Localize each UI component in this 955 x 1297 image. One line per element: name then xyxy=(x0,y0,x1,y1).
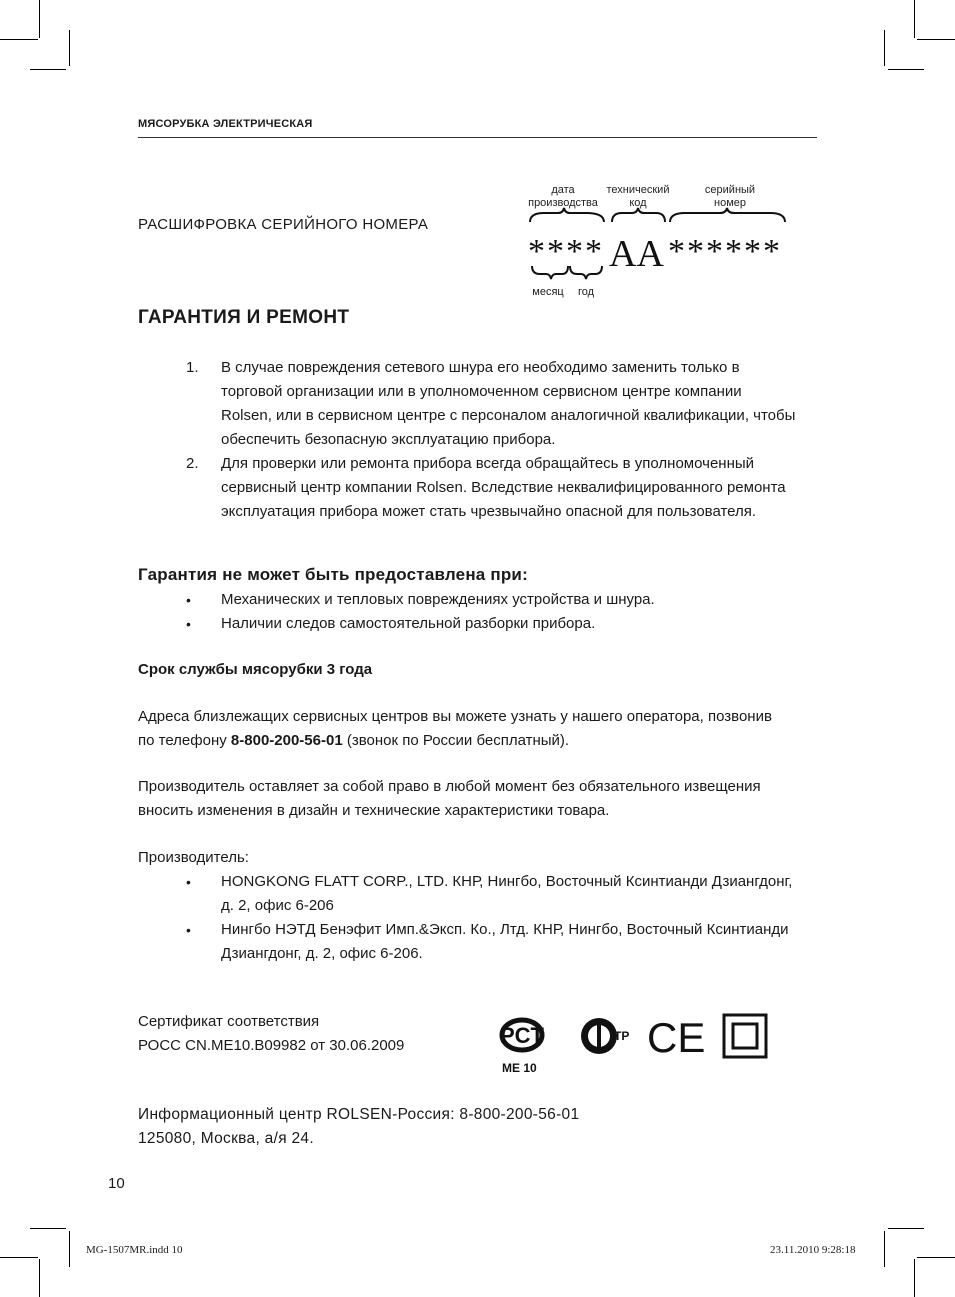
list-item xyxy=(138,918,828,966)
list-item xyxy=(138,356,828,452)
crop-mark xyxy=(884,1231,885,1267)
item-line: торговой организации или в уполномоченном сервисном центре компании xyxy=(221,383,742,400)
paragraph-line: Производитель оставляет за собой право в любой момент без обязательного извещения xyxy=(138,778,761,795)
label-month: месяц xyxy=(532,286,564,298)
brace-date xyxy=(530,208,604,222)
info-line: 125080, Москва, а/я 24. xyxy=(138,1130,314,1147)
crop-mark xyxy=(69,1231,70,1267)
svg-text:PCT: PCT xyxy=(500,1023,544,1048)
item-line: обеспечить безопасную эксплуатацию прибора. xyxy=(221,431,556,448)
info-center xyxy=(138,1103,579,1151)
label-tech-code: технический xyxy=(606,184,670,196)
label-date: дата xyxy=(551,184,575,196)
warranty-list xyxy=(138,356,828,524)
item-line: Для проверки или ремонта прибора всегда обращайтесь в уполномоченный xyxy=(221,455,755,472)
label-tech-code: код xyxy=(629,197,647,209)
item-line: Rolsen, или в сервисном центре с персоналом аналогичной квалификации, чтобы xyxy=(221,407,796,424)
service-paragraph xyxy=(138,705,828,753)
bullet: • xyxy=(186,592,191,608)
label-date: производства xyxy=(528,197,598,209)
brace-tech xyxy=(612,208,665,222)
crop-mark xyxy=(888,1228,924,1229)
pct-mark-icon xyxy=(500,1020,545,1075)
page-number: 10 xyxy=(108,1175,125,1192)
paragraph-line: по телефону 8-800-200-56-01 (звонок по России бесплатный). xyxy=(138,732,570,749)
svg-text:TP: TP xyxy=(614,1029,630,1043)
list-item xyxy=(138,870,828,918)
code-letters: АА xyxy=(609,233,664,275)
info-line: Информационный центр ROLSEN-Россия: 8-800-200-56-01 xyxy=(138,1106,580,1123)
crop-mark xyxy=(30,69,66,70)
crop-mark xyxy=(39,0,40,38)
header-rule xyxy=(138,137,817,138)
brace-serial xyxy=(670,208,785,222)
list-item xyxy=(138,612,828,636)
item-line: Дзиангдонг, д. 2, офис 6-206. xyxy=(221,945,423,962)
service-phone: 8-800-200-56-01 xyxy=(230,732,343,749)
code-stars: **** xyxy=(528,233,604,270)
paragraph-line: Сертификат соответствия xyxy=(138,1013,320,1030)
crop-mark xyxy=(30,1228,66,1229)
label-year: год xyxy=(577,286,595,298)
crop-mark xyxy=(0,1257,38,1258)
item-line: сервисный центр компании Rolsen. Вследствие неквалифицированного ремонта xyxy=(221,479,786,496)
paragraph-line: Адреса близлежащих сервисных центров вы можете узнать у нашего оператора, позвонив xyxy=(138,708,772,725)
crop-mark xyxy=(914,0,915,38)
ctr-mark-icon xyxy=(581,1018,629,1054)
lifetime-note: Срок службы мясорубки 3 года xyxy=(138,661,373,678)
crop-mark xyxy=(0,39,38,40)
crop-mark xyxy=(69,30,70,66)
item-line: Нингбо НЭТД Бенэфит Имп.&Эксп. Ко., Лтд. КНР, Нингбо, Восточный Ксинтианди xyxy=(221,921,789,938)
list-item xyxy=(138,452,828,524)
label-serial: номер xyxy=(714,197,746,209)
crop-mark xyxy=(884,30,885,66)
list-item xyxy=(138,588,828,612)
certification-marks xyxy=(497,1010,777,1080)
code-stars: ****** xyxy=(668,233,782,270)
ce-mark-icon xyxy=(647,1014,705,1061)
item-line: Механических и тепловых повреждениях устройства и шнура. xyxy=(221,591,655,608)
paragraph-line: РОСС CN.ME10.B09982 от 30.06.2009 xyxy=(138,1037,405,1054)
crop-mark xyxy=(917,39,955,40)
crop-mark xyxy=(914,1259,915,1297)
no-warranty-heading: Гарантия не может быть предоставлена при: xyxy=(138,565,528,584)
running-header: МЯСОРУБКА ЭЛЕКТРИЧЕСКАЯ xyxy=(138,118,313,130)
item-line: д. 2, офис 6-206 xyxy=(221,897,334,914)
crop-mark xyxy=(39,1259,40,1297)
crop-mark xyxy=(888,69,924,70)
item-number: 2. xyxy=(186,455,199,472)
pct-code: ME 10 xyxy=(502,1061,537,1075)
manufacturer-list xyxy=(138,870,828,966)
bullet: • xyxy=(186,616,191,632)
file-slug: MG-1507MR.indd 10 xyxy=(86,1244,183,1256)
paragraph-line: вносить изменения в дизайн и технические характеристики товара. xyxy=(138,802,610,819)
label-serial: серийный xyxy=(704,184,756,196)
serial-number-diagram xyxy=(520,178,800,308)
item-line: Наличии следов самостоятельной разборки прибора. xyxy=(221,615,596,632)
item-number: 1. xyxy=(186,359,199,376)
manufacturer-label: Производитель: xyxy=(138,849,249,866)
crop-mark xyxy=(917,1257,955,1258)
svg-text:CE: CE xyxy=(647,1014,706,1061)
item-line: HONGKONG FLATT CORP., LTD. КНР, Нингбо, Восточный Ксинтианди Дзиангдонг, xyxy=(221,873,793,890)
item-line: эксплуатация прибора может стать чрезвычайно опасной для пользователя. xyxy=(221,503,757,520)
date-slug: 23.11.2010 9:28:18 xyxy=(770,1244,856,1256)
no-warranty-list xyxy=(138,588,828,636)
bullet: • xyxy=(186,874,191,890)
changes-paragraph xyxy=(138,775,828,823)
serial-decode-title: РАСШИФРОВКА СЕРИЙНОГО НОМЕРА xyxy=(138,216,429,233)
double-insulation-icon xyxy=(724,1015,766,1057)
item-line: В случае повреждения сетевого шнура его необходимо заменить только в xyxy=(221,359,740,376)
warranty-heading: ГАРАНТИЯ И РЕМОНТ xyxy=(138,307,350,328)
bullet: • xyxy=(186,922,191,938)
